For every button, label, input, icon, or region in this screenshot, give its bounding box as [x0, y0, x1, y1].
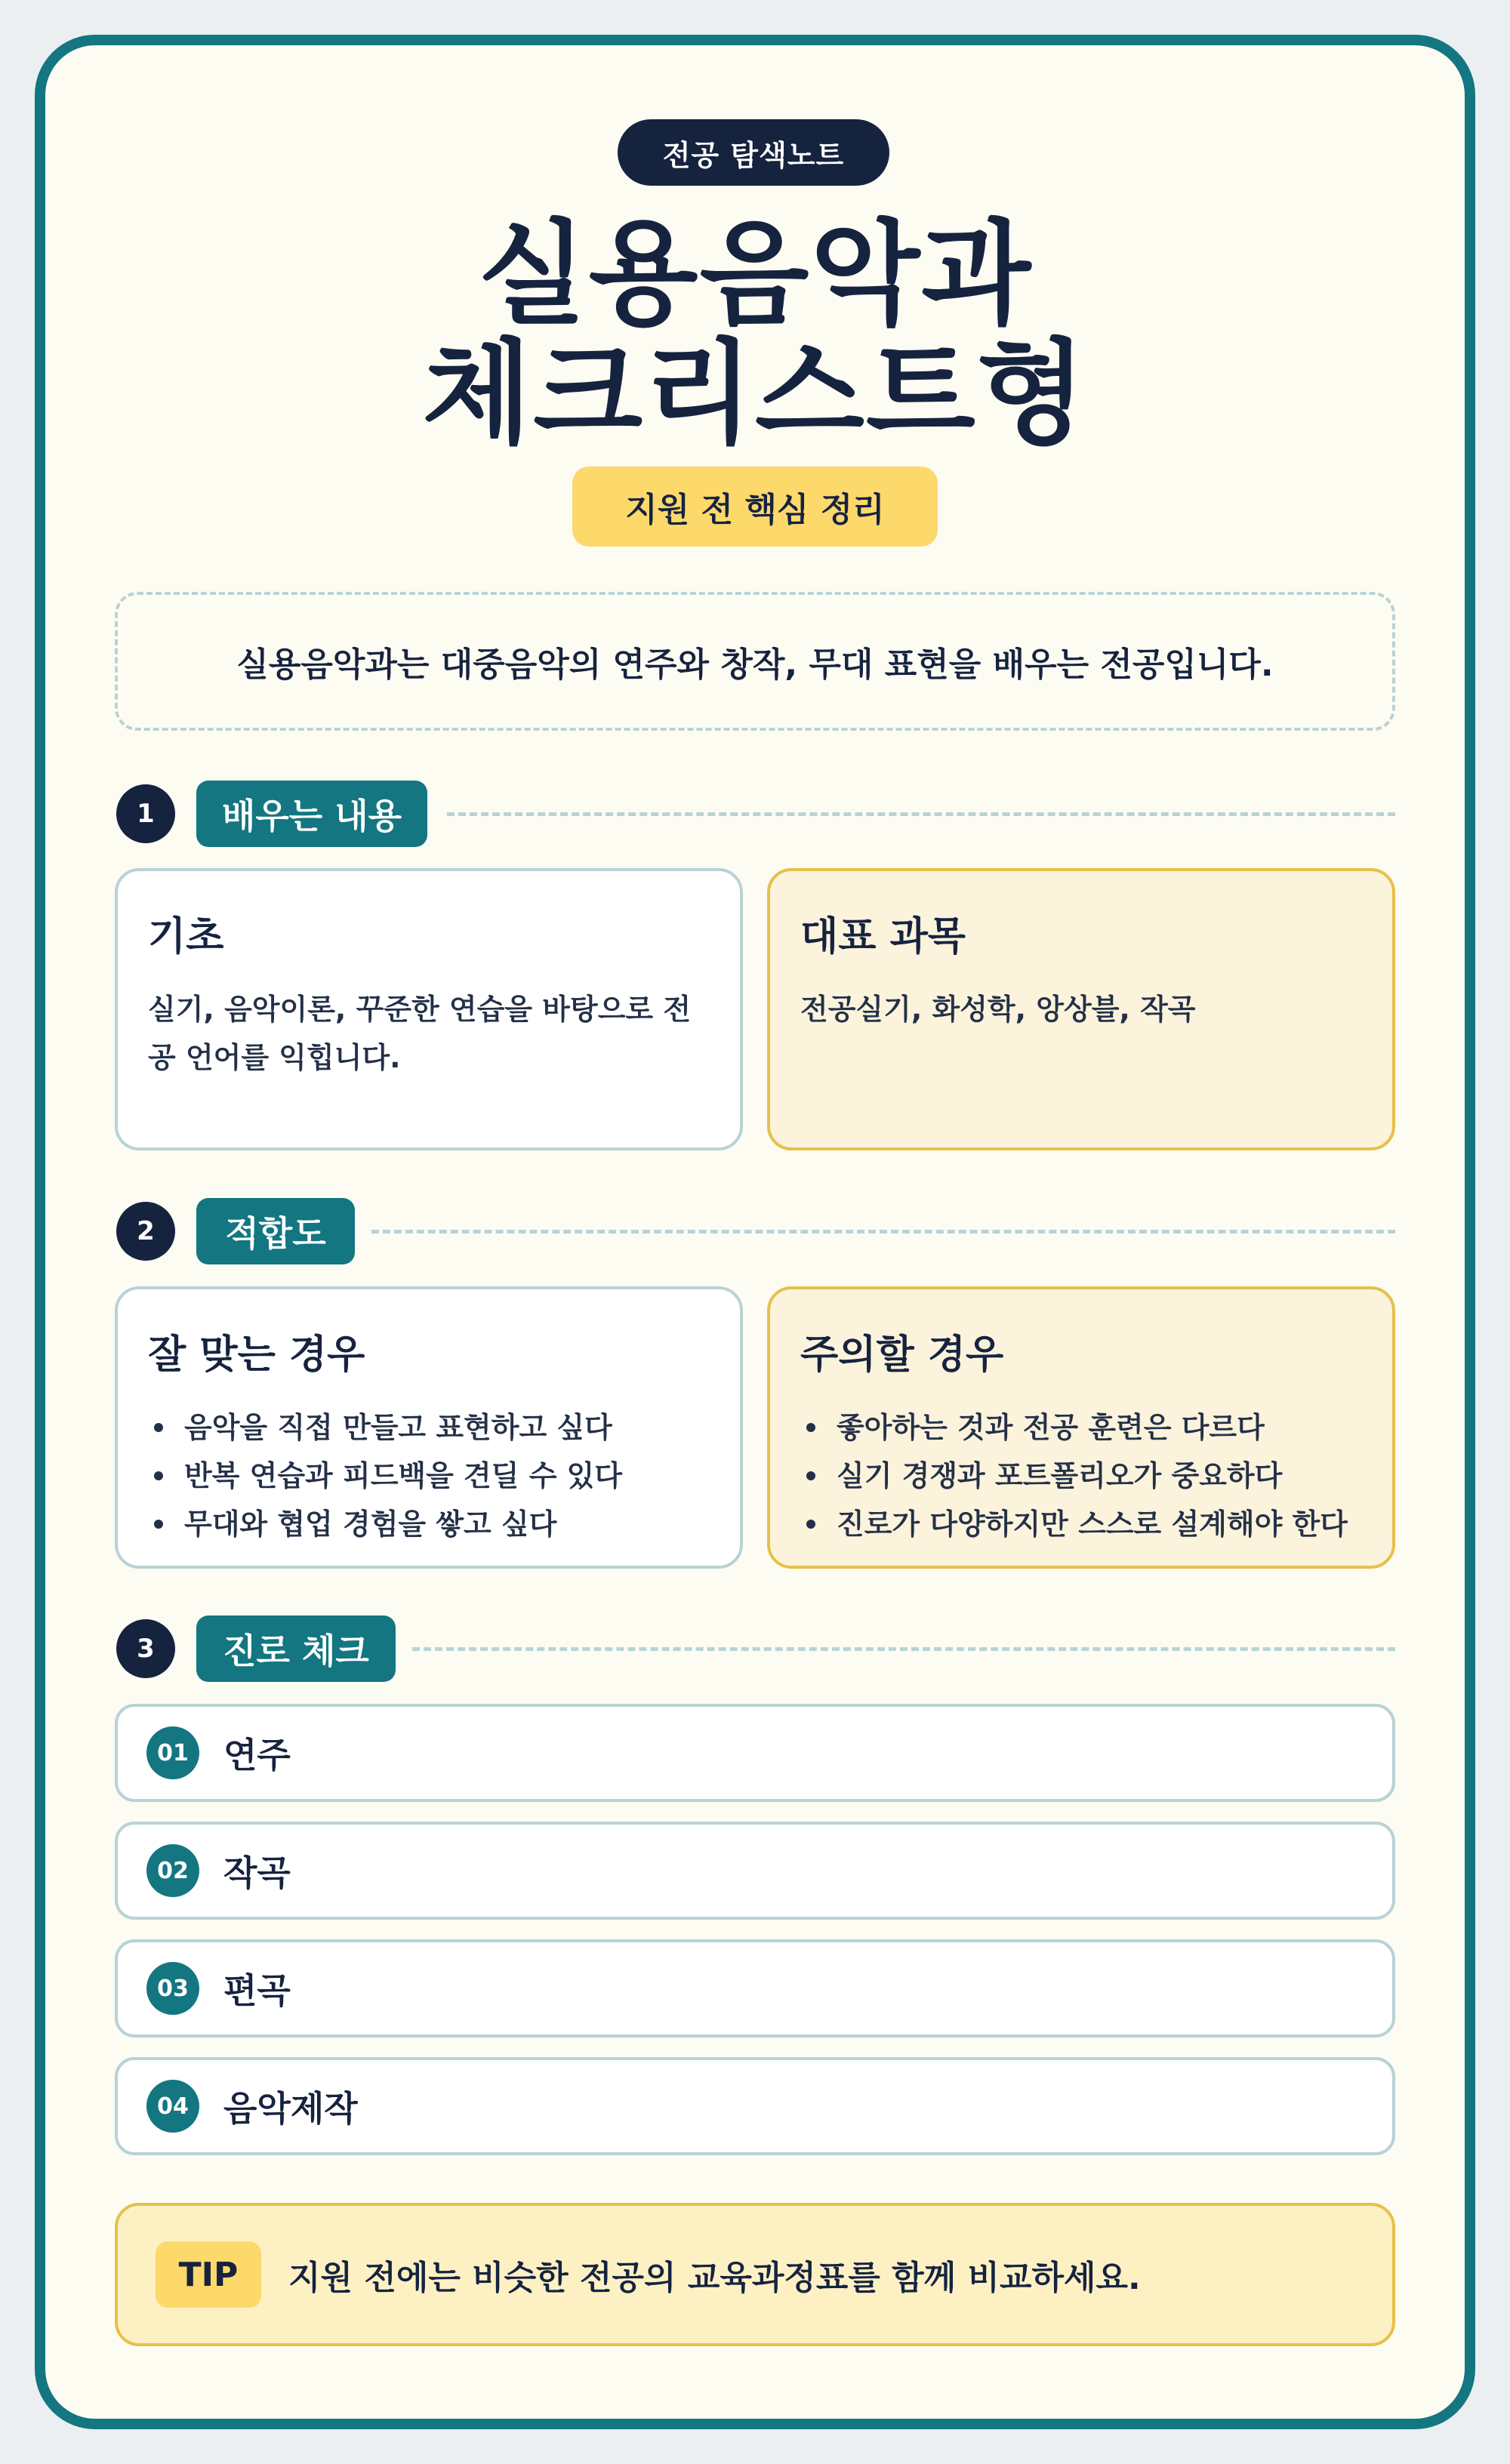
core-subjects-heading: 대표 과목 — [800, 914, 966, 959]
career-number-badge: 04 — [146, 2080, 199, 2133]
tip-text: 지원 전에는 비슷한 전공의 교육과정표를 함께 비교하세요. — [288, 2259, 1141, 2297]
section-1-number: 1 — [116, 784, 175, 843]
section-2-number: 2 — [116, 1202, 175, 1261]
good-fit-heading: 잘 맞는 경우 — [148, 1332, 365, 1378]
section-1-divider — [447, 812, 1395, 816]
basics-heading: 기초 — [148, 914, 224, 959]
career-number-badge: 03 — [146, 1962, 199, 2015]
career-row — [115, 1822, 1395, 1920]
caution-item: 실기 경쟁과 포트폴리오가 중요하다 — [800, 1452, 1362, 1500]
bullet-dot — [154, 1423, 163, 1432]
section-2-label: 적합도 — [196, 1198, 355, 1264]
bullet-dot — [806, 1423, 815, 1432]
career-label: 작곡 — [223, 1853, 291, 1893]
caution-item: 좋아하는 것과 전공 훈련은 다르다 — [800, 1403, 1362, 1452]
section-3-label: 진로 체크 — [196, 1615, 396, 1682]
good-fit-box — [115, 1286, 743, 1569]
good-fit-item: 무대와 협업 경험을 쌓고 싶다 — [148, 1500, 710, 1548]
bullet-dot — [806, 1471, 815, 1480]
caution-heading: 주의할 경우 — [800, 1332, 1004, 1378]
page-title-line1: 실용음악과 — [477, 209, 1033, 340]
tip-box — [115, 2203, 1395, 2346]
caution-item: 진로가 다양하지만 스스로 설계해야 한다 — [800, 1500, 1362, 1548]
tip-badge: TIP — [156, 2241, 261, 2308]
career-number-badge: 02 — [146, 1844, 199, 1897]
career-row — [115, 1939, 1395, 2037]
core-subjects-box — [767, 868, 1395, 1150]
bullet-dot — [154, 1471, 163, 1480]
page-title-line2: 체크리스트형 — [422, 328, 1088, 460]
subtitle-badge: 지원 전 핵심 정리 — [572, 467, 938, 547]
section-3-number: 3 — [116, 1619, 175, 1678]
bullet-dot — [806, 1520, 815, 1529]
intro-text: 실용음악과는 대중음악의 연주와 창작, 무대 표현을 배우는 전공입니다. — [236, 645, 1274, 684]
bullet-dot — [154, 1520, 163, 1529]
caution-box — [767, 1286, 1395, 1569]
kicker-badge: 전공 탐색노트 — [618, 119, 889, 186]
career-row — [115, 2057, 1395, 2155]
section-1-label: 배우는 내용 — [196, 781, 427, 847]
career-label: 연주 — [223, 1735, 291, 1776]
section-2-divider — [371, 1230, 1395, 1234]
section-3-divider — [412, 1647, 1395, 1651]
career-row — [115, 1704, 1395, 1802]
career-label: 편곡 — [223, 1970, 291, 2011]
basics-box — [115, 868, 743, 1150]
good-fit-item: 음악을 직접 만들고 표현하고 싶다 — [148, 1403, 710, 1452]
basics-text: 실기, 음악이론, 꾸준한 연습을 바탕으로 전공 언어를 익힙니다. — [148, 993, 692, 1074]
intro-box — [115, 592, 1395, 731]
career-number-badge: 01 — [146, 1726, 199, 1779]
good-fit-item: 반복 연습과 피드백을 견딜 수 있다 — [148, 1452, 710, 1500]
core-subjects-text: 전공실기, 화성학, 앙상블, 작곡 — [800, 993, 1196, 1026]
career-label: 음악제작 — [223, 2088, 358, 2129]
